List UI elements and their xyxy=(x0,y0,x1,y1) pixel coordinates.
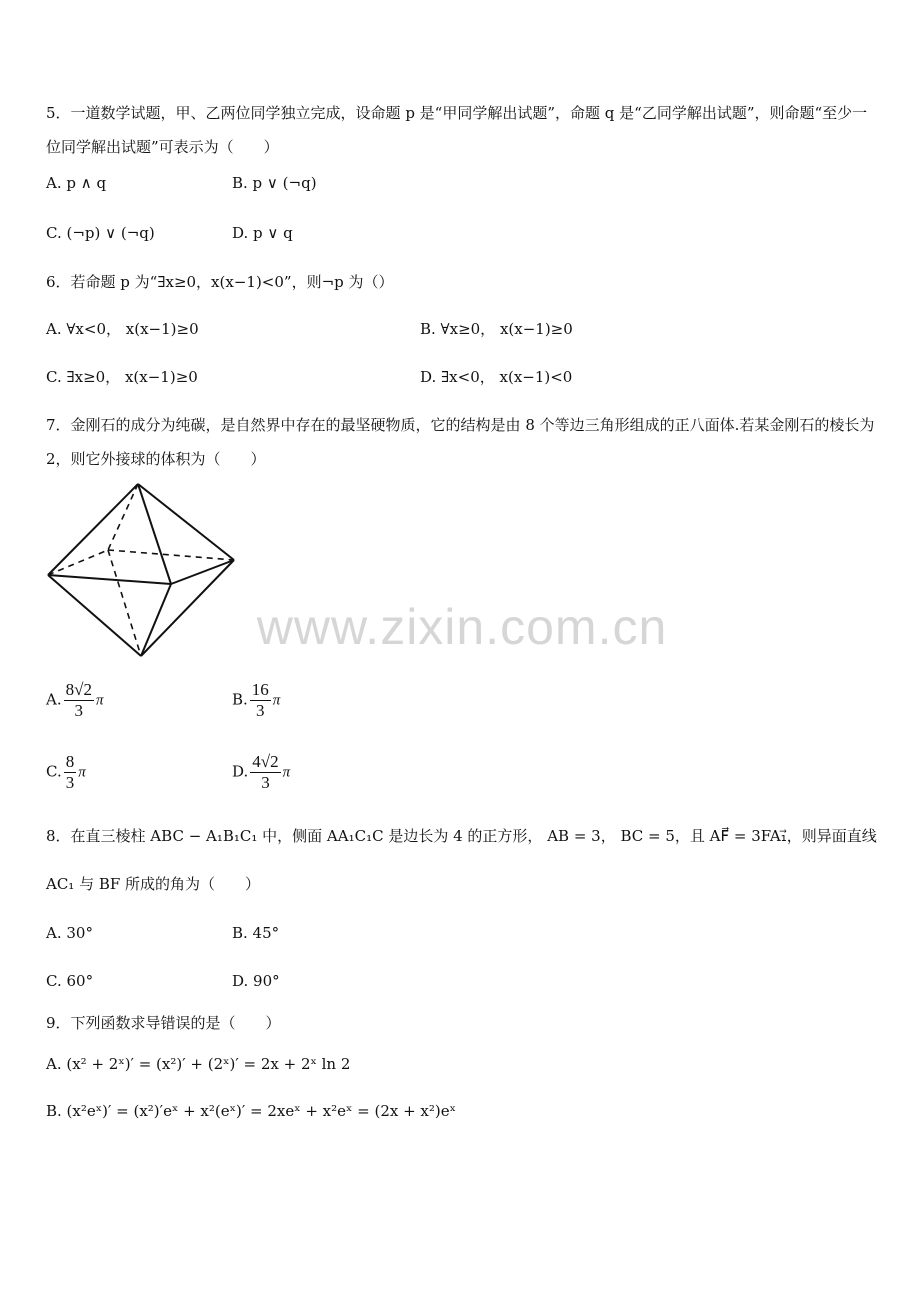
pi-symbol: π xyxy=(282,764,291,781)
q7-option-a xyxy=(46,680,103,721)
q7-option-b xyxy=(232,680,280,721)
pi-symbol: π xyxy=(95,692,104,709)
octahedron-figure xyxy=(44,480,244,660)
edge-bottom-front xyxy=(141,584,171,656)
q7-option-d-fraction xyxy=(250,752,280,793)
q7-option-b-label: B. xyxy=(232,690,248,709)
q5-option-a: A. p ∧ q xyxy=(46,174,107,192)
q8-stem-line2: AC₁ 与 BF 所成的角为（ ） xyxy=(46,875,261,893)
q7-option-b-fraction xyxy=(250,680,271,721)
q6-option-d: D. ∃x<0， x(x−1)<0 xyxy=(420,368,573,386)
pi-symbol: π xyxy=(78,764,86,781)
edge-bottom-left xyxy=(48,575,141,656)
q7-option-b-numerator: 16 xyxy=(251,680,269,699)
q7-option-d-denominator: 3 xyxy=(261,773,270,792)
edge-bottom-right xyxy=(141,560,234,656)
q8-option-c: C. 60° xyxy=(46,972,94,990)
q8-option-d: D. 90° xyxy=(232,972,280,990)
q7-option-c-label: C. xyxy=(46,762,62,781)
q7-option-d-label: D. xyxy=(232,762,249,781)
q5-option-b: B. p ∨ (¬q) xyxy=(232,174,317,192)
hidden-edge-back-right xyxy=(108,550,234,560)
pi-symbol: π xyxy=(272,692,281,709)
q7-option-d-numerator: 4√2 xyxy=(252,752,279,771)
q6-option-a: A. ∀x<0， x(x−1)≥0 xyxy=(46,320,199,338)
edge-top-right xyxy=(138,484,234,560)
q6-option-b: B. ∀x≥0， x(x−1)≥0 xyxy=(420,320,573,338)
q7-option-a-label: A. xyxy=(46,690,62,709)
q7-stem: 7．金刚石的成分为纯碳，是自然界中存在的最坚硬物质，它的结构是由 8 个等边三角形组成的正八面体.若某金刚石的棱长为 2，则它外接球的体积为（ ） xyxy=(46,416,875,468)
q7-option-c-numerator: 8 xyxy=(65,752,75,771)
q5-stem: 5．一道数学试题，甲、乙两位同学独立完成，设命题 p 是“甲同学解出试题”，命题 q 是“乙同学解出试题”，则命题“至少一位同学解出试题”可表示为（ ） xyxy=(46,104,868,156)
hidden-edge-top-back xyxy=(108,484,138,550)
q5-option-c: C. (¬p) ∨ (¬q) xyxy=(46,224,155,242)
edge-front-right xyxy=(171,560,234,584)
q7-option-c-denominator: 3 xyxy=(65,773,75,792)
q7-option-c xyxy=(46,752,86,793)
q9-option-b: B. (x²eˣ)′ = (x²)′eˣ + x²(eˣ)′ = 2xeˣ + x²eˣ = (2x + x²)eˣ xyxy=(46,1102,456,1120)
q7-option-d xyxy=(232,752,290,793)
edge-top-front xyxy=(138,484,171,584)
hidden-edge-left-back xyxy=(48,550,108,575)
q7-option-a-denominator: 3 xyxy=(74,701,84,720)
edge-top-left xyxy=(48,484,138,575)
edge-left-front xyxy=(48,575,171,584)
watermark: www.zixin.com.cn xyxy=(256,599,668,655)
q7-option-a-numerator: 8√2 xyxy=(65,680,92,699)
q7-option-a-fraction xyxy=(64,680,94,721)
q6-stem: 6．若命题 p 为“∃x≥0，x(x−1)<0”，则¬p 为（） xyxy=(46,273,394,291)
q9-stem: 9．下列函数求导错误的是（ ） xyxy=(46,1014,281,1032)
q8-stem-line1: 8．在直三棱柱 ABC − A₁B₁C₁ 中，侧面 AA₁C₁C 是边长为 4 的正方形， AB = 3， BC = 5，且 AF⃗ = 3FA₁⃗，则异面直线 xyxy=(46,827,877,845)
q5-option-d: D. p ∨ q xyxy=(232,224,293,242)
q7-option-b-denominator: 3 xyxy=(256,701,265,720)
q6-option-c: C. ∃x≥0， x(x−1)≥0 xyxy=(46,368,198,386)
q7-option-c-fraction xyxy=(64,752,77,793)
q8-option-b: B. 45° xyxy=(232,924,280,942)
q8-option-a: A. 30° xyxy=(46,924,93,942)
q9-option-a: A. (x² + 2ˣ)′ = (x²)′ + (2ˣ)′ = 2x + 2ˣ ln 2 xyxy=(46,1055,351,1073)
hidden-edge-bottom-back xyxy=(108,550,141,656)
